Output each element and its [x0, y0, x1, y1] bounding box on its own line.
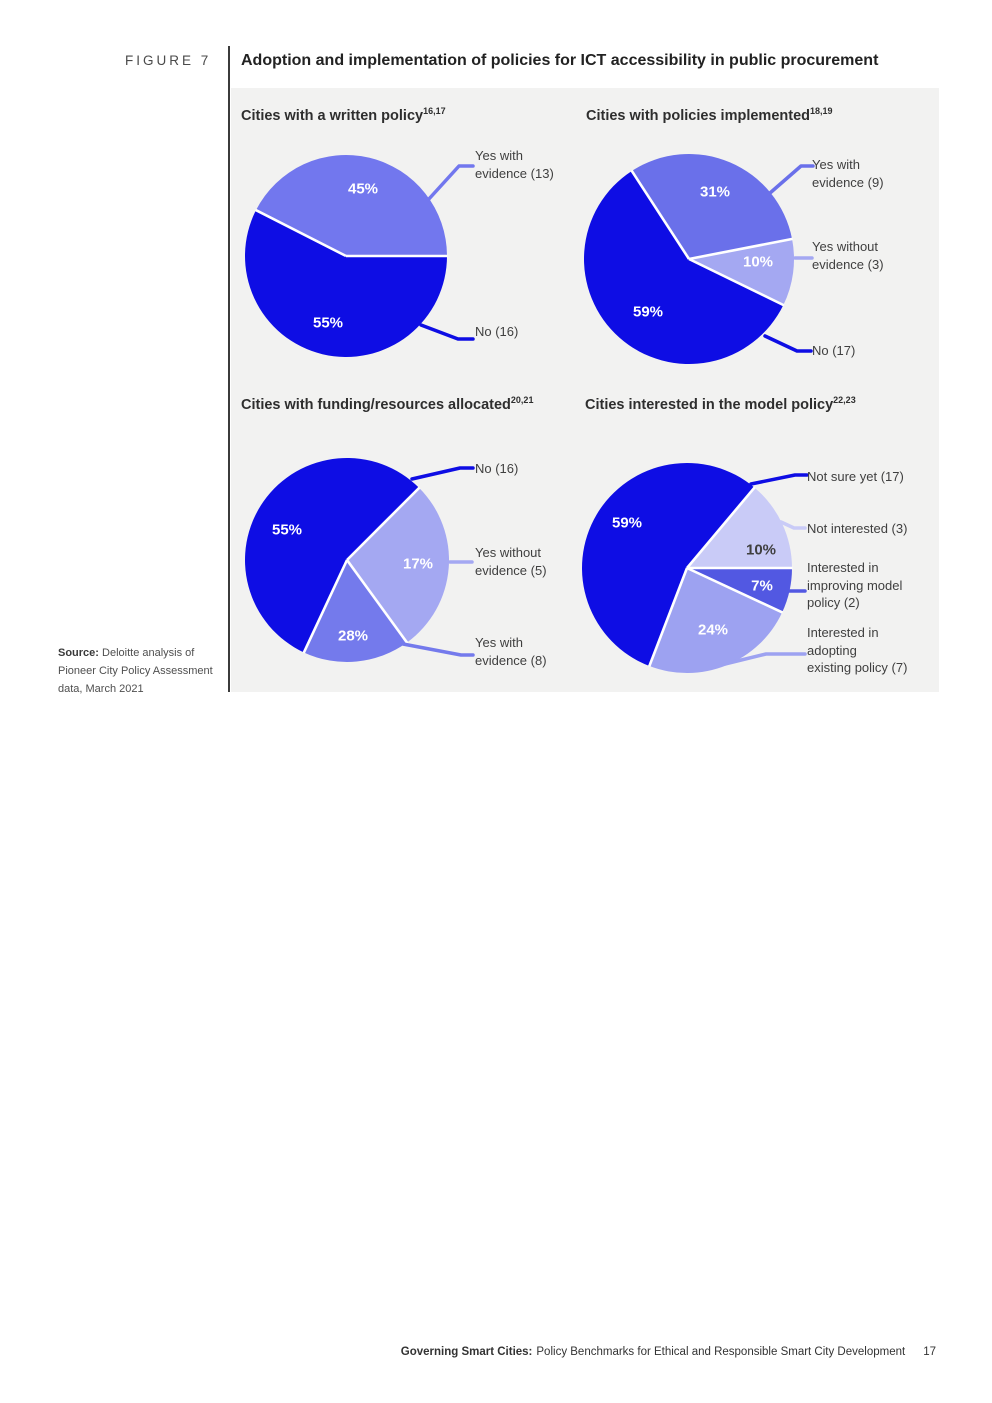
slice-label-line: improving model: [807, 577, 903, 593]
slice-percent-label: 55%: [312, 314, 344, 332]
leader-line: [428, 166, 473, 200]
figure-divider-rule: [228, 46, 230, 692]
source-line: [58, 644, 233, 662]
slice-label-line: No (16): [475, 324, 519, 339]
slice-label-line: Yes with: [475, 148, 523, 163]
chart-title-text: Cities with policies implemented: [586, 107, 810, 124]
chart-title-text: Cities interested in the model policy: [585, 396, 834, 413]
leader-line: [403, 644, 473, 655]
figure-title: Adoption and implementation of policies for ICT accessibility in public procurement: [241, 52, 879, 69]
footer-title: Governing Smart Cities:: [400, 1346, 533, 1358]
slice-label: [475, 634, 547, 669]
slice-label-line: Yes without: [812, 239, 879, 254]
slice-label-line: policy (2): [807, 595, 860, 610]
slice-percent-label: 45%: [347, 180, 379, 198]
leader-line: [770, 166, 813, 193]
slice-percent-label: 31%: [699, 183, 731, 201]
slice-percent-label: 28%: [337, 627, 369, 645]
slice-label-line: Yes without: [475, 545, 542, 560]
chart-title-text: Cities with a written policy: [241, 107, 424, 124]
slice-label: [807, 468, 904, 486]
slice-label-line: evidence (3): [812, 256, 884, 272]
slice-label-line: Not interested (3): [807, 521, 908, 536]
slice-label-line: evidence (13): [475, 165, 554, 181]
pie-funding-resources-allocated: [245, 458, 473, 662]
slice-label-line: evidence (5): [475, 562, 547, 578]
slice-label: [475, 323, 518, 341]
source-note: [58, 644, 233, 698]
leader-line: [751, 475, 807, 484]
chart-title-text: Cities with funding/resources allocated: [241, 396, 511, 413]
slice-percent-label: 59%: [632, 303, 664, 321]
footnote-ref: 20,21: [510, 395, 534, 405]
slice-label-line: adopting: [807, 642, 857, 658]
slice-label-line: Not sure yet (17): [807, 469, 904, 484]
slice-label-line: evidence (8): [475, 652, 547, 668]
leader-line: [765, 336, 811, 351]
slice-label: [475, 460, 518, 478]
slice-label: [807, 624, 907, 677]
pie-written-policy: [245, 155, 473, 357]
slice-label: [475, 147, 554, 182]
figure-panel: [231, 88, 939, 692]
slice-percent-label: 10%: [745, 541, 777, 559]
source-label: Source:: [58, 647, 99, 659]
slice-label: [812, 156, 884, 191]
slice-percent-label: 17%: [402, 555, 434, 573]
slice-label-line: No (16): [475, 461, 519, 476]
slice-label-line: Yes with: [812, 157, 860, 172]
page-footer: [401, 1346, 936, 1358]
slice-label-line: Yes with: [475, 635, 523, 650]
slice-percent-label: 55%: [271, 521, 303, 539]
leader-line: [421, 325, 473, 339]
page-number: 17: [923, 1346, 936, 1358]
source-text: Pioneer City Policy Assessment: [58, 665, 213, 677]
slice-label-line: Interested in: [807, 625, 879, 640]
footnote-ref: 22,23: [833, 395, 856, 405]
source-text: data, March 2021: [58, 683, 144, 695]
footnote-ref: 18,19: [810, 106, 833, 116]
pie-interested-in-model-policy: [582, 463, 807, 673]
figure-label: FIGURE 7: [125, 53, 212, 68]
slice-percent-label: 7%: [751, 577, 773, 595]
slice-label: [475, 544, 547, 579]
slice-label-line: evidence (9): [812, 174, 884, 190]
slice-label: [807, 559, 902, 612]
footer-text: [401, 1346, 905, 1358]
leader-line: [412, 468, 473, 479]
slice-label: [812, 238, 884, 273]
slice-label: [807, 520, 907, 538]
slice-percent-label: 59%: [611, 514, 643, 532]
footnote-ref: 16,17: [423, 106, 446, 116]
source-text: Deloitte analysis of: [102, 647, 195, 659]
pie-policies-implemented: [584, 154, 813, 364]
slice-label: [812, 342, 855, 360]
slice-label-line: Interested in: [807, 560, 879, 575]
slice-percent-label: 24%: [697, 621, 729, 639]
slice-label-line: existing policy (7): [807, 660, 908, 675]
slice-percent-label: 10%: [742, 253, 774, 271]
footer-subtitle: Policy Benchmarks for Ethical and Responsible Smart City Development: [536, 1346, 906, 1358]
slice-label-line: No (17): [812, 343, 856, 358]
leader-line: [781, 522, 805, 528]
